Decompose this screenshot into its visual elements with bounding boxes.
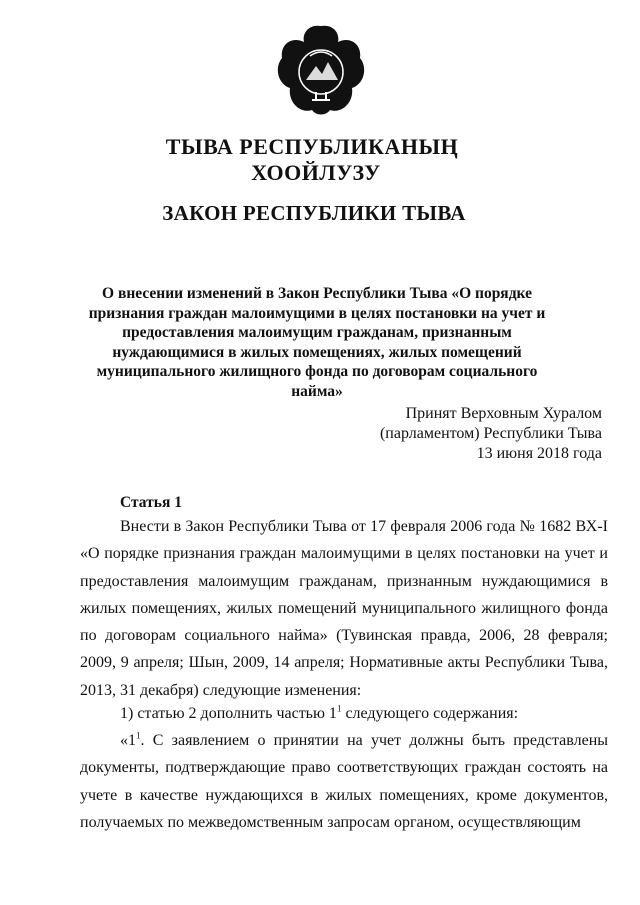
law-subject-title: О внесении изменений в Закон Республики Тыва «О порядке признания граждан малоимущими в целях постановки на учет и предоставления малоимущим гражданам, признанным нуждающимися в жилых помещениях, жилых помещений муниципального жилищного фонда по договорам социального найма» bbox=[88, 285, 546, 400]
amendment-item bbox=[80, 700, 608, 727]
adoption-line2: (парламентом) Республики Тыва bbox=[379, 425, 602, 442]
item-text-before: 1) статью 2 дополнить частью 1 bbox=[120, 705, 337, 722]
russian-law-title: ЗАКОН РЕСПУБЛИКИ ТЫВА bbox=[162, 201, 466, 225]
quoted-amendment bbox=[80, 727, 608, 836]
quote-text: . С заявлением о принятии на учет должны быть представлены документы, подтверждающие право соответствующих граждан состоять на учете в качестве нуждающихся в жилых помещениях, кроме документов, получаемых по межведомственным запросам органом, осуществляющим bbox=[80, 732, 608, 831]
tuvan-law-header-line1: ТЫВА РЕСПУБЛИКАНЫҢ bbox=[165, 134, 459, 159]
quote-open: «1 bbox=[120, 732, 136, 749]
paragraph-text: Внести в Закон Республики Тыва от 17 февраля 2006 года № 1682 ВХ-I «О порядке признания граждан малоимущими в целях постановки на учет и предоставления малоимущим гражданам, признанным нуждающимися в жилых помещениях, жилых помещений муниципального жилищного фонда по договорам социального найма» (Тувинская правда, 2006, 28 февраля; 2009, 9 апреля; Шын, 2009, 14 апреля; Нормативные акты Республики Тыва, 2013, 31 декабря) следующие изменения: bbox=[80, 518, 608, 699]
tuva-coat-of-arms-emblem bbox=[276, 22, 366, 118]
item-text-after: следующего содержания: bbox=[341, 705, 519, 722]
adoption-date: 13 июня 2018 года bbox=[476, 445, 602, 462]
amendment-item-text bbox=[80, 700, 608, 727]
adoption-line1: Принят Верховным Хуралом bbox=[405, 405, 602, 422]
tuvan-law-header-line2: ХООЙЛУЗУ bbox=[251, 160, 381, 185]
quote-superscript: 1 bbox=[136, 730, 141, 741]
item-superscript: 1 bbox=[336, 703, 342, 714]
adoption-note bbox=[380, 404, 602, 464]
quoted-amendment-text bbox=[80, 727, 608, 836]
article-title: Статья 1 bbox=[120, 494, 182, 511]
article-paragraph bbox=[80, 513, 608, 704]
